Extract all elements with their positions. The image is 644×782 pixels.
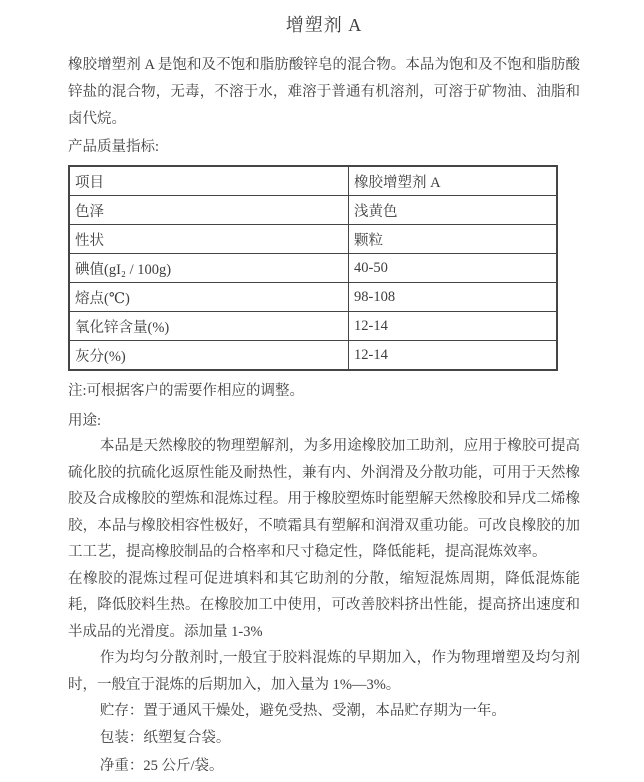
spec-item-cell: 色泽	[69, 196, 349, 225]
spec-item-cell: 性状	[69, 225, 349, 254]
spec-value-cell: 橡胶增塑剂 A	[349, 166, 558, 196]
intro-paragraph: 橡胶增塑剂 A 是饱和及不饱和脂肪酸锌皂的混合物。本品为饱和及不饱和脂肪酸锌盐的混合物，无毒，不溶于水，难溶于普通有机溶剂，可溶于矿物油、油脂和卤代烷。	[68, 57, 580, 127]
spec-value-cell: 12-14	[349, 341, 558, 371]
note-line: 注:可根据客户的需要作相应的调整。	[68, 383, 305, 399]
table-row	[69, 312, 557, 341]
usage-paragraph-1: 本品是天然橡胶的物理塑解剂，为多用途橡胶加工助剂，应用于橡胶可提高硫化胶的抗硫化返原性能及耐热性，兼有内、外润滑及分散功能，可用于天然橡胶及合成橡胶的塑炼和混炼过程。用于橡胶塑炼时能塑解天然橡胶和异戊二烯橡胶，本品与橡胶相容性极好，不喷霜具有塑解和润滑双重功能。可改良橡胶的加工工艺，提高橡胶制品的合格率和尺寸稳定性，降低能耗，提高混炼效率。	[68, 438, 580, 560]
quality-indicators-label: 产品质量指标:	[68, 139, 160, 155]
table-row	[69, 283, 557, 312]
spec-value-cell: 12-14	[349, 312, 558, 341]
table-row	[69, 254, 557, 283]
spec-item-cell: 碘值(gI₂ / 100g)	[69, 254, 349, 283]
document-title: 增塑剂 A	[285, 15, 363, 35]
spec-table	[68, 165, 558, 371]
spec-value-cell: 浅黄色	[349, 196, 558, 225]
storage-line: 贮存：置于通风干燥处，避免受热、受潮，本品贮存期为一年。	[99, 703, 506, 719]
table-row	[69, 341, 557, 371]
spec-item-cell: 氧化锌含量(%)	[69, 312, 349, 341]
spec-value-cell: 40-50	[349, 254, 558, 283]
usage-label: 用途:	[68, 413, 102, 429]
spec-table-body	[69, 166, 557, 370]
usage-paragraph-2: 在橡胶的混炼过程可促进填料和其它助剂的分散，缩短混炼周期，降低混炼能耗，降低胶料生热。在橡胶加工中使用，可改善胶料挤出性能，提高挤出速度和半成品的光滑度。添加量 1-3%	[68, 570, 580, 640]
spec-item-cell: 熔点(℃)	[69, 283, 349, 312]
spec-value-cell: 颗粒	[349, 225, 558, 254]
net-weight-line: 净重：25 公斤/袋。	[99, 757, 224, 774]
table-row	[69, 196, 557, 225]
table-row	[69, 166, 557, 196]
usage-paragraph-3: 作为均匀分散剂时,一般宜于胶料混炼的早期加入，作为物理增塑及均匀剂时，一般宜于混炼的后期加入，加入量为 1%—3%。	[68, 650, 580, 693]
table-row	[69, 225, 557, 254]
spec-value-cell: 98-108	[349, 283, 558, 312]
spec-item-cell: 项目	[69, 166, 349, 196]
spec-item-cell: 灰分(%)	[69, 341, 349, 371]
packaging-line: 包装：纸塑复合袋。	[99, 730, 231, 747]
